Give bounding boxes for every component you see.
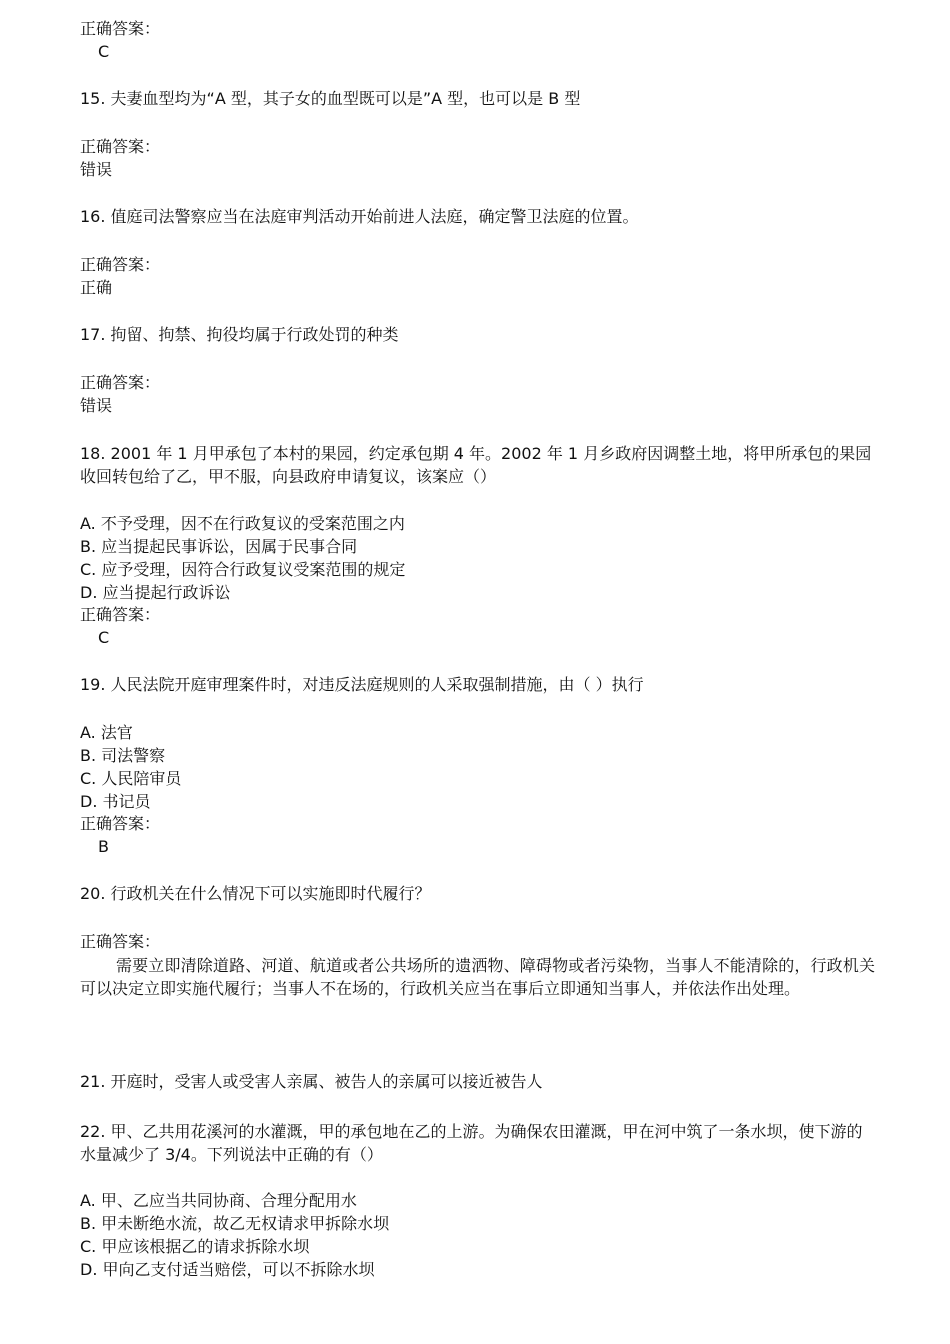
option-a: A. 法官 (80, 723, 133, 742)
answer-label: 正确答案： (80, 605, 161, 624)
answer-value: C (98, 42, 110, 61)
question-19: 19. 人民法院开庭审理案件时，对违反法庭规则的人采取强制措施，由（ ）执行 (80, 675, 644, 694)
answer-value: B (98, 837, 109, 856)
option-d: D. 应当提起行政诉讼 (80, 583, 231, 602)
question-16: 16. 值庭司法警察应当在法庭审判活动开始前进人法庭，确定警卫法庭的位置。 (80, 207, 639, 226)
answer-value: 正确 (80, 278, 113, 297)
question-21: 21. 开庭时，受害人或受害人亲属、被告人的亲属可以接近被告人 (80, 1072, 543, 1091)
answer-value: 需要立即清除道路、河道、航道或者公共场所的遗洒物、障碍物或者污染物，当事人不能清除的，行政机关可以决定立即实施代履行；当事人不在场的，行政机关应当在事后立即通知当事人，并依法作出处理。 (80, 956, 875, 998)
option-c: C. 人民陪审员 (80, 769, 182, 788)
question-20: 20. 行政机关在什么情况下可以实施即时代履行？ (80, 884, 431, 903)
answer-label: 正确答案： (80, 932, 161, 951)
question-22: 22. 甲、乙共用花溪河的水灌溉，甲的承包地在乙的上游。为确保农田灌溉，甲在河中筑了一条水坝，使下游的水量减少了 3/4。下列说法中正确的有（） (80, 1122, 863, 1164)
answer-label: 正确答案： (80, 814, 161, 833)
answer-label: 正确答案： (80, 19, 161, 38)
option-c: C. 甲应该根据乙的请求拆除水坝 (80, 1237, 310, 1256)
question-17: 17. 拘留、拘禁、拘役均属于行政处罚的种类 (80, 325, 399, 344)
option-b: B. 应当提起民事诉讼，因属于民事合同 (80, 537, 358, 556)
answer-value: C (98, 628, 110, 647)
answer-value: 错误 (80, 160, 113, 179)
answer-label: 正确答案： (80, 255, 161, 274)
answer-label: 正确答案： (80, 373, 161, 392)
answer-label: 正确答案： (80, 137, 161, 156)
option-c: C. 应予受理，因符合行政复议受案范围的规定 (80, 560, 406, 579)
question-15: 15. 夫妻血型均为“A 型，其子女的血型既可以是”A 型，也可以是 B 型 (80, 89, 581, 108)
option-d: D. 甲向乙支付适当赔偿，可以不拆除水坝 (80, 1260, 375, 1279)
option-b: B. 甲未断绝水流，故乙无权请求甲拆除水坝 (80, 1214, 390, 1233)
option-a: A. 不予受理，因不在行政复议的受案范围之内 (80, 514, 405, 533)
question-18: 18. 2001 年 1 月甲承包了本村的果园，约定承包期 4 年。2002 年 1 月乡政府因调整土地，将甲所承包的果园收回转包给了乙，甲不服，向县政府申请复议，该案应（） (80, 444, 872, 486)
answer-value: 错误 (80, 396, 113, 415)
option-a: A. 甲、乙应当共同协商、合理分配用水 (80, 1191, 357, 1210)
option-d: D. 书记员 (80, 792, 151, 811)
option-b: B. 司法警察 (80, 746, 166, 765)
